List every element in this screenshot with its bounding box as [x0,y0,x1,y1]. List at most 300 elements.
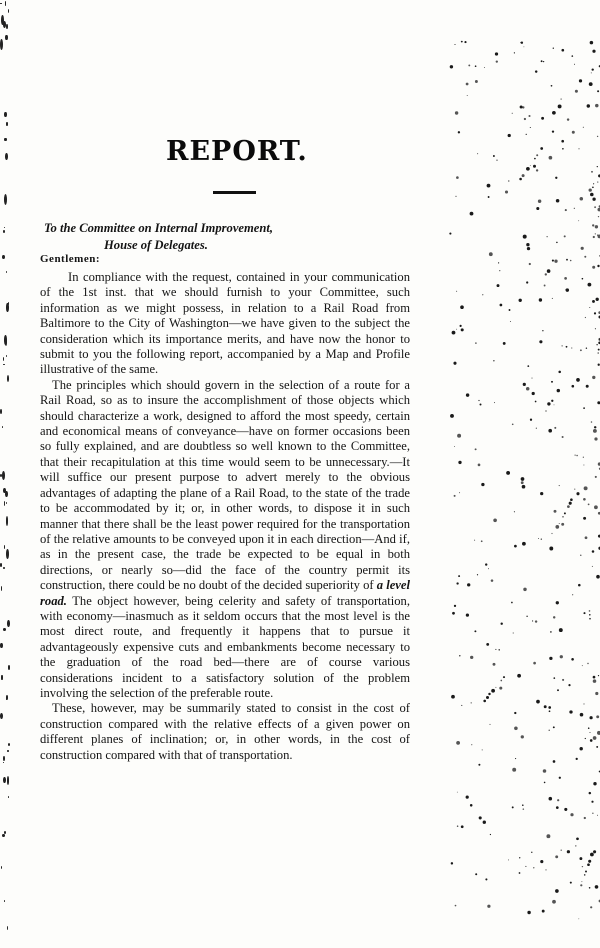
scan-speckle [592,566,593,567]
scan-speckle [561,850,562,851]
scan-speckle [3,756,5,761]
scan-speckle [503,342,506,345]
scan-speckle [495,687,496,688]
scan-speckle [546,834,550,838]
scan-speckle [536,154,538,156]
scan-speckle [471,744,472,745]
scan-speckle [592,68,594,70]
scan-speckle [592,813,593,814]
scan-speckle [519,857,520,858]
scan-speckle [2,834,5,837]
scan-speckle [3,762,4,764]
scan-speckle [576,837,579,840]
scan-speckle [482,294,483,295]
scan-speckle [4,335,7,345]
scan-speckle [538,538,539,539]
scan-speckle [598,216,599,217]
scan-speckle [580,747,583,750]
scan-speckle [8,665,10,670]
scan-speckle [536,428,537,429]
scan-speckle [549,710,551,712]
scan-speckle [466,613,469,616]
scan-speckle [585,871,587,873]
scan-speckle [529,263,531,265]
scan-speckle [545,869,546,870]
scan-speckle [540,147,543,150]
salutation: Gentlemen: [40,253,100,265]
scan-speckle [0,409,2,414]
scan-speckle [474,540,475,541]
scan-speckle [519,299,522,302]
scan-speckle [536,700,540,704]
scan-speckle [580,197,584,201]
scan-speckle [483,700,486,703]
scan-speckle [568,684,570,686]
right-edge-speckles [410,0,600,948]
scan-speckle [570,813,573,816]
scan-speckle [530,127,531,128]
scan-speckle [530,165,531,166]
scan-speckle [581,881,582,882]
scan-speckle [558,104,562,108]
scan-speckle [481,483,484,486]
scan-speckle [554,260,557,263]
scan-speckle [513,633,514,634]
scan-speckle [597,90,599,92]
scan-speckle [596,746,598,748]
scan-speckle [595,225,598,228]
scan-speckle [591,171,593,173]
document-title: REPORT. [166,136,308,167]
scan-speckle [589,614,591,616]
scan-speckle [487,184,491,188]
scan-speckle [3,21,6,28]
scan-speckle [514,727,518,731]
left-edge-shadow [0,0,14,948]
scan-speckle [596,298,599,301]
scan-speckle [578,918,579,919]
scan-speckle [571,385,574,388]
scan-speckle [0,474,2,477]
scan-speckle [557,689,559,691]
scan-speckle [528,115,530,117]
scan-speckle [576,455,578,457]
scan-speckle [558,371,561,374]
scan-speckle [512,806,514,808]
scan-speckle [534,158,536,160]
paragraph-2-text-a: The principles which should govern in the selection of a route for a Rail Road, so as to insure the accomplishment of those objects which should characterize a work, designed to afford the most speedy, certain and economical means of conveyance—have on former occasions been so fully explained, and are doubtless so well known to the Committee, that their recapitulation at this time would seem to be unnecessary.—It will suffice our present purpose to advert merely to the obvious advantages of adapting the plane of a Rail Road, to the state of the trade to be accommodated by it; or, in other words, to dispose it in such manner that there shall be the least power required for the transportation of the relative amounts to be conveyed upon it in each direction—And if, as in the present case, the trade be expected to be equal in both directions, or nearly so—did the face of the country permit its construction, there could be no doubt of the decided superiority of [40,377,410,593]
scan-speckle [526,387,530,391]
scan-speckle [557,799,559,801]
scan-speckle [6,271,7,273]
scan-speckle [470,212,474,216]
scan-speckle [451,695,455,699]
scan-speckle [535,401,537,403]
scan-speckle [522,174,525,177]
scan-speckle [583,703,584,704]
scan-speckle [495,649,496,650]
scan-speckle [597,265,599,267]
scan-speckle [533,662,536,665]
scan-speckle [514,545,517,548]
scan-speckle [555,889,559,893]
scan-speckle [523,46,524,47]
scan-speckle [569,710,572,713]
scan-speckle [8,743,10,746]
scan-speckle [521,735,524,738]
scan-speckle [523,383,526,386]
scan-speckle [574,208,575,209]
scan-speckle [550,631,552,633]
scan-speckle [511,602,513,604]
scan-speckle [7,750,9,752]
scan-speckle [523,235,527,239]
scan-speckle [522,542,526,546]
scan-speckle [493,518,497,522]
scan-speckle [458,461,461,464]
scan-speckle [561,99,562,100]
scan-speckle [552,111,556,115]
scan-speckle [597,352,599,354]
scan-speckle [526,134,527,135]
scan-speckle [598,675,599,676]
addressee-house: House of Delegates. [104,238,208,252]
scan-speckle [567,118,569,120]
scan-speckle [3,364,4,365]
scan-speckle [8,796,9,798]
scan-speckle [570,498,573,501]
scan-speckle [538,199,541,202]
scan-speckle [564,808,567,811]
scan-speckle [512,423,514,425]
scan-speckle [526,281,528,283]
scan-speckle [495,52,498,55]
scan-speckle [453,362,456,365]
scan-speckle [494,402,495,403]
scan-speckle [520,42,521,43]
scan-speckle [593,736,597,740]
scan-speckle [542,910,545,913]
scan-speckle [580,884,582,886]
scan-speckle [559,523,560,524]
scan-speckle [570,260,572,262]
scan-speckle [456,741,460,745]
scan-speckle [491,689,495,693]
scan-speckle [4,227,5,229]
scan-speckle [475,65,477,67]
scan-speckle [553,677,555,679]
scan-speckle [484,67,485,68]
scan-speckle [525,866,526,867]
scan-speckle [461,705,462,706]
scan-speckle [543,769,547,773]
scan-speckle [479,403,481,405]
scan-speckle [505,190,508,193]
scan-speckle [540,492,543,495]
scan-speckle [595,885,599,889]
scan-speckle [5,35,7,40]
scan-speckle [580,713,584,717]
scan-speckle [544,782,546,784]
scan-speckle [455,196,456,197]
scan-speckle [8,9,10,14]
scan-speckle [456,291,457,292]
scan-speckle [2,471,5,479]
scan-speckle [477,574,478,575]
scan-speckle [549,657,552,660]
scan-speckle [565,209,567,211]
scan-speckle [457,434,461,438]
scan-speckle [527,365,529,367]
scan-speckle [587,663,588,664]
addressee [44,220,273,254]
scan-speckle [575,455,576,456]
scan-speckle [596,715,599,718]
scan-speckle [562,679,564,681]
scan-speckle [3,567,5,569]
scan-speckle [535,620,537,622]
scan-speckle [455,111,458,114]
scan-speckle [575,845,576,846]
scan-speckle [3,230,5,234]
scan-speckle [551,400,553,402]
scan-speckle [514,712,516,714]
scan-speckle [497,284,500,287]
scan-speckle [541,117,544,120]
scan-speckle [540,860,543,863]
scan-speckle [560,655,563,658]
scan-speckle [555,855,558,858]
scan-speckle [515,758,516,759]
scan-speckle [499,270,500,271]
scan-speckle [3,488,6,493]
scan-speckle [569,502,572,505]
scan-speckle [554,404,555,405]
scan-speckle [592,50,595,53]
scan-speckle [4,545,5,549]
scan-speckle [6,502,7,505]
scan-speckle [7,776,10,785]
scan-speckle [522,106,524,108]
scan-speckle [589,716,592,719]
scan-speckle [567,850,570,853]
scan-speckle [576,758,578,760]
scan-speckle [543,61,544,62]
scan-speckle [578,220,579,221]
scan-speckle [493,663,496,666]
scan-speckle [466,796,469,799]
scan-speckle [582,278,584,280]
scan-speckle [583,407,585,409]
scan-speckle [4,194,7,205]
scan-speckle [596,575,600,579]
scan-speckle [587,104,590,107]
scan-speckle [578,148,579,149]
scan-speckle [551,381,553,383]
scan-speckle [450,65,453,68]
scan-speckle [6,24,8,29]
scan-speckle [496,160,497,161]
scan-speckle [583,457,584,458]
scan-speckle [526,167,530,171]
scan-speckle [521,481,524,484]
scan-speckle [549,797,553,801]
scan-speckle [493,155,495,157]
scan-speckle [594,426,596,428]
scan-speckle [590,739,593,742]
scan-speckle [490,834,491,835]
scan-speckle [592,266,595,269]
scan-speckle [564,277,567,280]
scan-speckle [4,112,7,117]
scan-speckle [562,436,564,438]
scan-speckle [1,15,4,25]
scan-speckle [456,329,457,330]
addressee-committee: To the Committee on Internal Improvement, [44,221,274,235]
scan-speckle [549,156,553,160]
paragraph-3: These, however, may be summarily stated to consist in the cost of construction compared with the relative effects of a given power on different planes of inclination; or, in other words, in the cost of construction compared with that of transportation. [40,701,410,762]
scan-speckle [593,236,595,238]
scan-speckle [488,568,489,569]
scan-speckle [589,618,591,620]
scan-speckle [489,252,493,256]
scan-speckle [461,41,463,43]
scan-speckle [554,427,556,429]
scan-speckle [583,464,584,465]
scan-speckle [556,242,558,244]
scan-speckle [590,732,591,733]
scan-speckle [559,777,561,779]
scan-speckle [508,180,509,181]
scan-speckle [559,485,560,486]
scan-speckle [593,429,597,433]
scan-speckle [552,900,556,904]
scan-speckle [3,628,6,631]
scan-speckle [584,817,586,819]
scan-speckle [580,349,582,351]
scan-speckle [562,516,564,518]
scan-speckle [582,665,583,666]
scan-speckle [508,472,510,474]
scan-speckle [6,303,8,311]
title-rule [213,191,256,194]
scan-speckle [524,118,526,120]
scan-speckle [590,41,594,45]
scan-speckle [466,83,469,86]
scan-speckle [7,926,8,930]
scan-speckle [593,183,594,184]
scan-speckle [527,911,530,914]
scan-speckle [1,866,2,869]
scan-speckle [545,273,547,275]
scan-speckle [566,346,568,348]
scan-speckle [594,206,596,208]
scan-speckle [468,64,470,66]
report-body [40,270,410,763]
scan-speckle [500,304,503,307]
scan-speckle [459,655,460,656]
scan-speckle [578,584,581,587]
scan-speckle [571,55,573,57]
scan-speckle [585,738,586,739]
scan-speckle [455,905,457,907]
scan-speckle [595,476,597,478]
scan-speckle [466,393,469,396]
scan-speckle [509,309,511,311]
scan-speckle [589,887,591,889]
scan-speckle [548,429,552,433]
scan-speckle [575,90,578,93]
scan-speckle [590,853,594,857]
scan-speckle [478,464,481,467]
scan-speckle [548,706,551,709]
scan-speckle [482,749,483,750]
scan-speckle [579,857,582,860]
scan-speckle [0,563,2,567]
scan-speckle [586,347,587,348]
scan-speckle [460,325,462,327]
scan-speckle [549,730,550,731]
scan-speckle [454,495,456,497]
scan-speckle [566,259,568,261]
scan-speckle [512,768,516,772]
scan-speckle [458,575,460,577]
scan-speckle [593,782,596,785]
scan-speckle [593,679,597,683]
scan-speckle [7,375,9,382]
scan-speckle [561,49,564,52]
scan-speckle [556,601,559,604]
scan-speckle [552,298,553,299]
scan-speckle [544,285,546,287]
scan-speckle [561,140,564,143]
scan-speckle [470,804,473,807]
scan-speckle [4,138,7,142]
scan-speckle [3,357,4,361]
scan-speckle [552,130,554,132]
scan-speckle [488,196,490,198]
scan-speckle [454,446,455,447]
scan-speckle [551,533,552,534]
scan-speckle [583,127,584,128]
scan-speckle [592,376,595,379]
scan-speckle [567,505,570,508]
scan-speckle [571,658,574,661]
scan-speckle [523,588,526,591]
scan-speckle [512,113,513,114]
scan-speckle [459,492,460,493]
scan-speckle [594,505,598,509]
scan-speckle [6,122,8,126]
scan-speckle [596,344,597,345]
scan-speckle [554,510,557,513]
scan-speckle [4,831,6,834]
scan-speckle [585,317,586,318]
scan-speckle [539,340,542,343]
paragraph-2-emphasis: a level road. [40,578,410,608]
scan-speckle [3,777,5,783]
scan-speckle [523,808,525,810]
scan-speckle [588,504,590,506]
scan-speckle [564,512,566,514]
scan-speckle [467,583,470,586]
scan-speckle [471,702,472,703]
scan-speckle [559,628,563,632]
scan-speckle [564,235,566,237]
scan-speckle [508,134,511,137]
scan-speckle [547,402,550,405]
scan-speckle [501,623,503,625]
